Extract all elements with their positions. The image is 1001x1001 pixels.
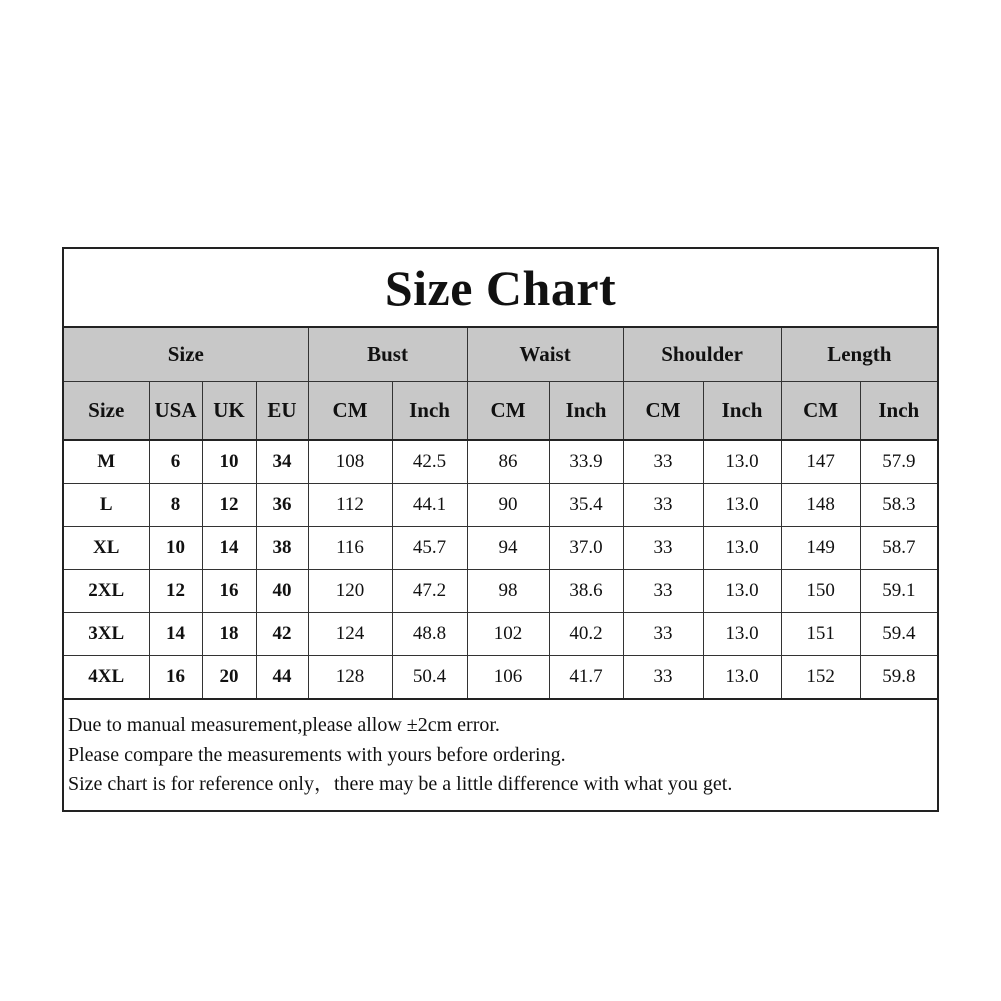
- cell-bust-cm: 124: [308, 613, 392, 656]
- cell-waist-cm: 98: [467, 570, 549, 613]
- note-line: Size chart is for reference only，there may be a little difference with what you get.: [68, 773, 733, 795]
- cell-usa: 10: [149, 527, 202, 570]
- cell-bust-inch: 44.1: [392, 484, 467, 527]
- cell-eu: 40: [256, 570, 308, 613]
- cell-waist-cm: 94: [467, 527, 549, 570]
- cell-length-inch: 58.3: [860, 484, 937, 527]
- table-row: [64, 527, 937, 570]
- cell-length-cm: 149: [781, 527, 860, 570]
- cell-bust-cm: 108: [308, 440, 392, 484]
- cell-size: 2XL: [64, 570, 149, 613]
- group-header-row: [64, 327, 937, 382]
- cell-bust-cm: 128: [308, 656, 392, 700]
- sub-header-row: [64, 382, 937, 441]
- cell-waist-cm: 86: [467, 440, 549, 484]
- cell-usa: 6: [149, 440, 202, 484]
- cell-waist-inch: 41.7: [549, 656, 623, 700]
- cell-length-cm: 150: [781, 570, 860, 613]
- table-row: [64, 440, 937, 484]
- cell-waist-inch: 38.6: [549, 570, 623, 613]
- cell-shoulder-cm: 33: [623, 656, 703, 700]
- group-header-shoulder: Shoulder: [623, 327, 781, 382]
- cell-length-cm: 152: [781, 656, 860, 700]
- cell-shoulder-inch: 13.0: [703, 656, 781, 700]
- notes-block: [68, 711, 928, 800]
- sub-header-size: Size: [64, 382, 149, 441]
- sub-header-waist-inch: Inch: [549, 382, 623, 441]
- table-row: [64, 570, 937, 613]
- cell-waist-inch: 35.4: [549, 484, 623, 527]
- cell-waist-cm: 106: [467, 656, 549, 700]
- group-header-waist: Waist: [467, 327, 623, 382]
- cell-size: M: [64, 440, 149, 484]
- cell-shoulder-inch: 13.0: [703, 570, 781, 613]
- sub-header-bust-inch: Inch: [392, 382, 467, 441]
- cell-eu: 34: [256, 440, 308, 484]
- cell-usa: 12: [149, 570, 202, 613]
- cell-uk: 12: [202, 484, 256, 527]
- cell-length-inch: 59.1: [860, 570, 937, 613]
- cell-length-inch: 59.8: [860, 656, 937, 700]
- cell-bust-inch: 45.7: [392, 527, 467, 570]
- cell-length-cm: 151: [781, 613, 860, 656]
- cell-bust-inch: 42.5: [392, 440, 467, 484]
- cell-shoulder-inch: 13.0: [703, 527, 781, 570]
- cell-uk: 10: [202, 440, 256, 484]
- table-row: [64, 484, 937, 527]
- cell-usa: 14: [149, 613, 202, 656]
- cell-size: L: [64, 484, 149, 527]
- cell-uk: 16: [202, 570, 256, 613]
- sub-header-bust-cm: CM: [308, 382, 392, 441]
- cell-uk: 20: [202, 656, 256, 700]
- cell-length-inch: 57.9: [860, 440, 937, 484]
- sub-header-usa: USA: [149, 382, 202, 441]
- cell-bust-inch: 48.8: [392, 613, 467, 656]
- cell-shoulder-inch: 13.0: [703, 484, 781, 527]
- cell-bust-cm: 116: [308, 527, 392, 570]
- cell-eu: 38: [256, 527, 308, 570]
- note-line: Please compare the measurements with yours before ordering.: [68, 743, 566, 766]
- cell-bust-cm: 112: [308, 484, 392, 527]
- chart-title: Size Chart: [384, 259, 617, 316]
- cell-shoulder-inch: 13.0: [703, 613, 781, 656]
- cell-usa: 8: [149, 484, 202, 527]
- cell-waist-inch: 40.2: [549, 613, 623, 656]
- cell-bust-inch: 47.2: [392, 570, 467, 613]
- cell-length-inch: 58.7: [860, 527, 937, 570]
- cell-uk: 18: [202, 613, 256, 656]
- cell-size: XL: [64, 527, 149, 570]
- group-header-bust: Bust: [308, 327, 467, 382]
- cell-waist-inch: 33.9: [549, 440, 623, 484]
- sub-header-shoulder-cm: CM: [623, 382, 703, 441]
- sub-header-waist-cm: CM: [467, 382, 549, 441]
- cell-shoulder-cm: 33: [623, 440, 703, 484]
- cell-waist-cm: 90: [467, 484, 549, 527]
- cell-bust-inch: 50.4: [392, 656, 467, 700]
- sub-header-eu: EU: [256, 382, 308, 441]
- size-chart: [62, 247, 939, 812]
- table-row: [64, 656, 937, 700]
- cell-length-cm: 147: [781, 440, 860, 484]
- cell-bust-cm: 120: [308, 570, 392, 613]
- cell-size: 4XL: [64, 656, 149, 700]
- cell-uk: 14: [202, 527, 256, 570]
- cell-shoulder-inch: 13.0: [703, 440, 781, 484]
- sub-header-shoulder-inch: Inch: [703, 382, 781, 441]
- group-header-length: Length: [781, 327, 937, 382]
- cell-length-inch: 59.4: [860, 613, 937, 656]
- cell-waist-inch: 37.0: [549, 527, 623, 570]
- cell-shoulder-cm: 33: [623, 527, 703, 570]
- cell-eu: 44: [256, 656, 308, 700]
- cell-eu: 42: [256, 613, 308, 656]
- cell-length-cm: 148: [781, 484, 860, 527]
- cell-usa: 16: [149, 656, 202, 700]
- cell-shoulder-cm: 33: [623, 570, 703, 613]
- sub-header-length-inch: Inch: [860, 382, 937, 441]
- group-header-size: Size: [64, 327, 308, 382]
- size-table: [64, 326, 937, 700]
- cell-waist-cm: 102: [467, 613, 549, 656]
- cell-size: 3XL: [64, 613, 149, 656]
- cell-shoulder-cm: 33: [623, 613, 703, 656]
- sub-header-uk: UK: [202, 382, 256, 441]
- table-row: [64, 613, 937, 656]
- cell-shoulder-cm: 33: [623, 484, 703, 527]
- cell-eu: 36: [256, 484, 308, 527]
- note-line: Due to manual measurement,please allow ±2cm error.: [68, 714, 500, 736]
- sub-header-length-cm: CM: [781, 382, 860, 441]
